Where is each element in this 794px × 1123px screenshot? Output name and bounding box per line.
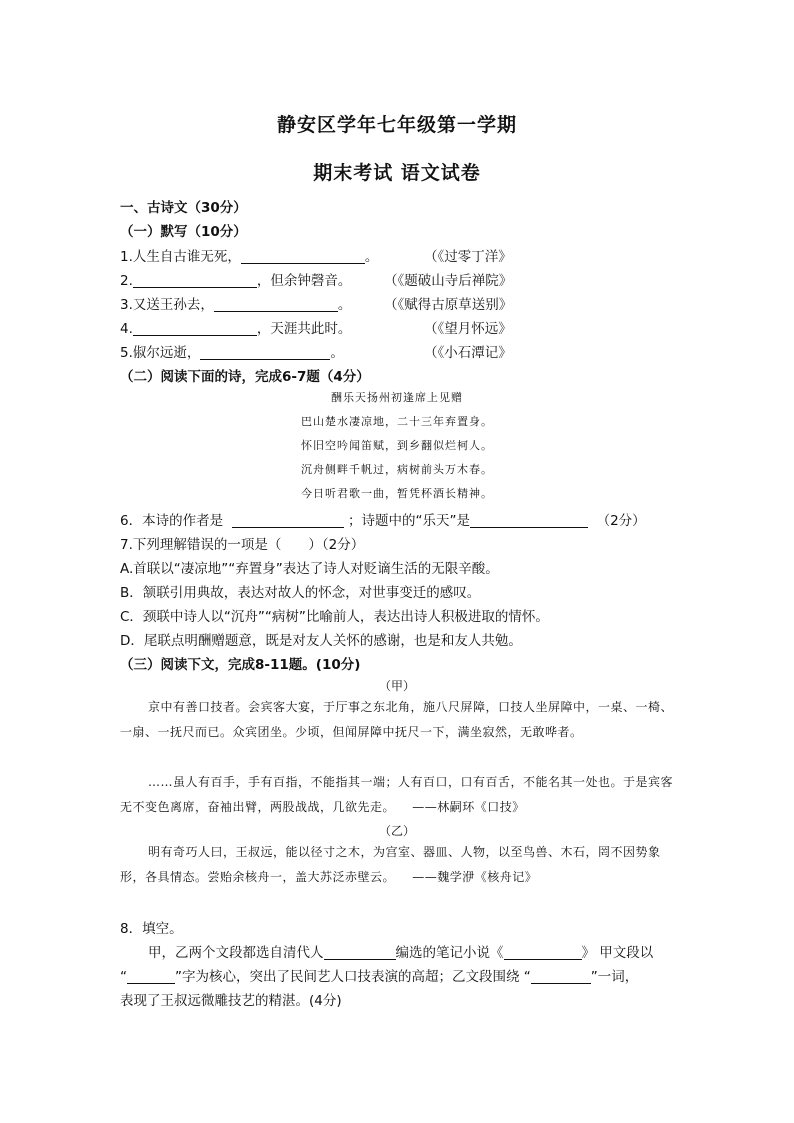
passage-jia-paragraph-2 bbox=[120, 770, 680, 820]
q3-source: （《赋得古原草送别》 bbox=[384, 297, 513, 313]
q8-editor-blank[interactable] bbox=[324, 945, 396, 960]
subsection-recitation: （一）默写（10分） bbox=[120, 224, 247, 240]
question-2 bbox=[120, 269, 351, 289]
q8-key-word-blank[interactable] bbox=[531, 969, 591, 984]
q6-prefix: 6．本诗的作者是 bbox=[120, 513, 224, 529]
q7-option-c[interactable]: C．颈联中诗人以“沉舟”“病树”比喻前人，表达出诗人积极进取的情怀。 bbox=[120, 609, 549, 625]
q5-suffix: 。 bbox=[330, 345, 344, 361]
q2-suffix: ，但余钟磬音。 bbox=[256, 273, 352, 289]
question-7-stem: 7.下列理解错误的一项是（ ）（2分） bbox=[120, 537, 365, 553]
question-6 bbox=[120, 509, 646, 529]
q1-prefix: 1.人生自古谁无死， bbox=[120, 249, 241, 265]
q2-source: （《题破山寺后禅院》 bbox=[384, 273, 513, 289]
q7-option-d[interactable]: D．尾联点明酬赠题意，既是对友人关怀的感谢，也是和友人共勉。 bbox=[120, 633, 522, 649]
q2-answer-blank[interactable] bbox=[133, 273, 257, 288]
q3-prefix: 3.又送王孙去， bbox=[120, 297, 214, 313]
q8-line-2 bbox=[120, 965, 638, 985]
q8-text-2: 编选的笔记小说《 bbox=[395, 945, 504, 961]
subsection-poem-reading: （二）阅读下面的诗，完成6-7题（4分） bbox=[120, 369, 370, 385]
q8-line-3: 表现了王叔远微雕技艺的精湛。(4分) bbox=[120, 993, 342, 1009]
q6-middle: ；诗题中的“乐天”是 bbox=[347, 513, 470, 529]
question-3 bbox=[120, 293, 351, 313]
q1-source: （《过零丁洋》 bbox=[424, 249, 512, 265]
passage-jia-label: （甲） bbox=[378, 679, 415, 693]
subsection-classical-reading: （三）阅读下文，完成8-11题。(10分) bbox=[120, 657, 361, 673]
passage-jia-p2-text: ……虽人有百手，手有百指，不能指其一端；人有百口，口有百舌，不能名其一处也。于是宾客无不变色离席，奋袖出臂，两股战战，几欲先走。 bbox=[120, 775, 674, 814]
q6-letian-blank[interactable] bbox=[470, 513, 588, 528]
q8-book-blank[interactable] bbox=[504, 945, 582, 960]
q8-text-3: 》 甲文段以 bbox=[581, 945, 654, 961]
exam-title-line2: 期末考试 语文试卷 bbox=[313, 162, 481, 184]
poem-line: 沉舟侧畔千帆过，病树前头万木春。 bbox=[301, 463, 493, 476]
q8-line-1 bbox=[148, 941, 653, 961]
q7-option-a[interactable]: A.首联以“凄凉地”“弃置身”表达了诗人对贬谪生活的无限辛酸。 bbox=[120, 561, 499, 577]
question-8-stem: 8．填空。 bbox=[120, 921, 183, 937]
exam-title-line1: 静安区学年七年级第一学期 bbox=[276, 114, 517, 136]
passage-yi-paragraph-1 bbox=[120, 840, 680, 890]
passage-jia-paragraph-1: 京中有善口技者。会宾客大宴，于厅事之东北角，施八尺屏障，口技人坐屏障中，一桌、一椅、一扇、一抚尺而已。众宾团坐。少顷，但闻屏障中抚尺一下，满坐寂然，无敢哗者。 bbox=[120, 700, 674, 739]
q1-answer-blank[interactable] bbox=[241, 249, 365, 264]
q2-prefix: 2. bbox=[120, 273, 133, 289]
q3-suffix: 。 bbox=[337, 297, 352, 313]
q1-suffix: 。 bbox=[364, 249, 379, 265]
q5-answer-blank[interactable] bbox=[200, 345, 330, 360]
q8-text-6: ”一词， bbox=[590, 969, 639, 985]
q4-source: （《望月怀远》 bbox=[424, 321, 512, 337]
section-ancient-poetry: 一、古诗文（30分） bbox=[120, 200, 247, 216]
poem-line: 今日听君歌一曲，暂凭杯酒长精神。 bbox=[301, 487, 493, 500]
q8-text-5: ”字为核心，突出了民间艺人口技表演的高超；乙文段围绕 “ bbox=[175, 969, 531, 985]
q8-text-4: “ bbox=[120, 969, 127, 985]
question-4 bbox=[120, 317, 351, 337]
q8-core-word-blank[interactable] bbox=[127, 969, 175, 984]
passage-yi-source: ——魏学洢《核舟记》 bbox=[412, 870, 538, 884]
passage-yi-label: （乙） bbox=[378, 824, 415, 838]
q4-answer-blank[interactable] bbox=[133, 321, 257, 336]
poem-line: 怀旧空吟闻笛赋，到乡翻似烂柯人。 bbox=[301, 439, 493, 452]
q4-suffix: ，天涯共此时。 bbox=[256, 321, 352, 337]
q8-text-1: 甲，乙两个文段都选自清代人 bbox=[148, 945, 324, 961]
q6-score: （2分） bbox=[596, 513, 646, 529]
passage-jia-source: ——林嗣环《口技》 bbox=[412, 800, 525, 814]
q7-option-b[interactable]: B．颔联引用典故，表达对故人的怀念，对世事变迁的感叹。 bbox=[120, 585, 481, 601]
q3-answer-blank[interactable] bbox=[214, 297, 338, 312]
question-1 bbox=[120, 245, 378, 265]
q6-author-blank[interactable] bbox=[232, 513, 344, 528]
passage-yi-text: 明有奇巧人曰，王叔远，能以径寸之木，为宫室、器皿、人物，以至鸟兽、木石，罔不因势象形，各具情态。尝贻余核舟一，盖大苏泛赤壁云。 bbox=[120, 845, 661, 884]
poem-line: 巴山楚水凄凉地，二十三年弃置身。 bbox=[301, 415, 493, 428]
question-5 bbox=[120, 341, 344, 361]
q5-prefix: 5.俶尔远逝， bbox=[120, 345, 201, 361]
poem-title: 酬乐天扬州初逢席上见赠 bbox=[331, 391, 463, 404]
q5-source: （《小石潭记》 bbox=[424, 345, 512, 361]
q4-prefix: 4. bbox=[120, 321, 133, 337]
